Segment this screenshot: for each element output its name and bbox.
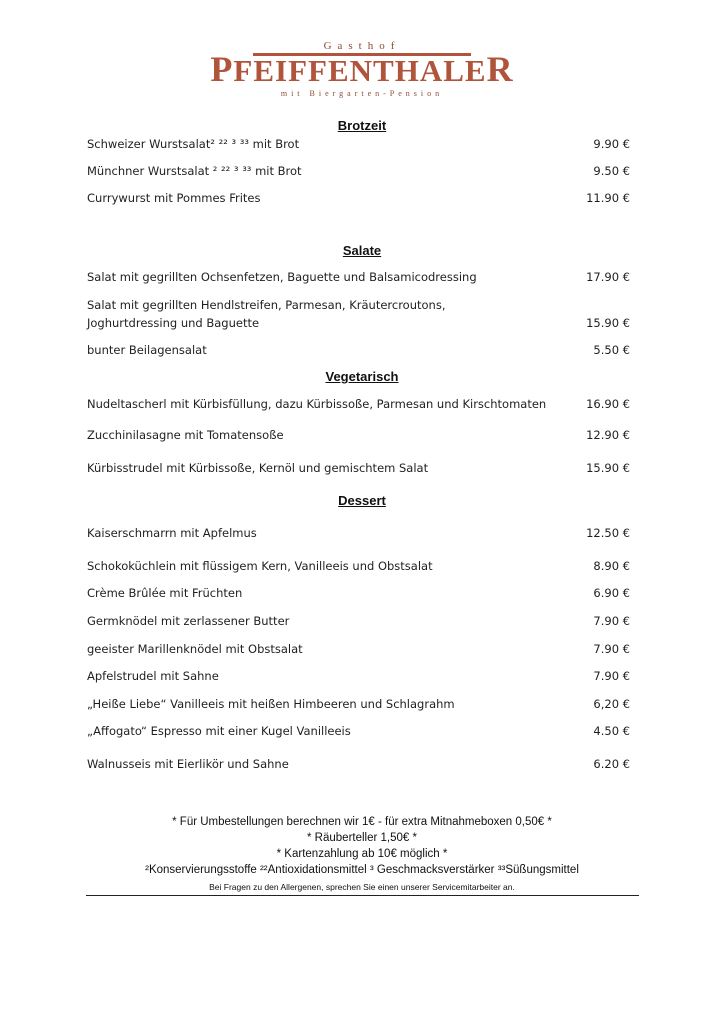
- menu-item: bunter Beilagensalat: [87, 343, 207, 357]
- menu-item: Zucchinilasagne mit Tomatensoße: [87, 428, 284, 442]
- logo-name: [0, 49, 724, 89]
- logo-subtitle: mit Biergarten-Pension: [280, 89, 444, 98]
- menu-price: 6,20 €: [593, 697, 630, 711]
- menu-item: Salat mit gegrillten Ochsenfetzen, Baguette und Balsamicodressing: [87, 270, 477, 284]
- footer-note-reorder: * Für Umbestellungen berechnen wir 1€ - für extra Mitnahmeboxen 0,50€ *: [172, 816, 552, 828]
- menu-price: 7.90 €: [593, 669, 630, 683]
- footer-additives-legend: ²Konservierungsstoffe ²²Antioxidationsmittel ³ Geschmacksverstärker ³³Süßungsmittel: [145, 864, 579, 876]
- menu-item: Apfelstrudel mit Sahne: [87, 669, 219, 683]
- menu-price: 6.90 €: [593, 586, 630, 600]
- menu-price: 8.90 €: [593, 559, 630, 573]
- menu-price: 9.50 €: [593, 164, 630, 178]
- menu-price: 7.90 €: [593, 614, 630, 628]
- section-heading-salate: Salate: [342, 243, 382, 258]
- menu-item: Crème Brûlée mit Früchten: [87, 586, 243, 600]
- menu-price: 16.90 €: [586, 397, 630, 411]
- menu-price: 11.90 €: [586, 191, 630, 205]
- menu-price: 12.50 €: [586, 526, 630, 540]
- menu-item: Kaiserschmarrn mit Apfelmus: [87, 526, 257, 540]
- menu-item: Schokoküchlein mit flüssigem Kern, Vanilleeis und Obstsalat: [87, 559, 433, 573]
- menu-item: „Heiße Liebe“ Vanilleeis mit heißen Himbeeren und Schlagrahm: [87, 697, 455, 711]
- menu-item: Münchner Wurstsalat ² ²² ³ ³³ mit Brot: [87, 164, 302, 178]
- menu-item: Salat mit gegrillten Hendlstreifen, Parmesan, Kräutercroutons,: [87, 298, 446, 312]
- logo-name-p: P: [210, 49, 234, 89]
- menu-price: 7.90 €: [593, 642, 630, 656]
- footer-allergen-note: Bei Fragen zu den Allergenen, sprechen Sie einen unserer Servicemitarbeiter an.: [209, 882, 515, 892]
- footer-note-card-payment: * Kartenzahlung ab 10€ möglich *: [276, 848, 448, 860]
- footer-note-raeuberteller: * Räuberteller 1,50€ *: [307, 832, 417, 844]
- menu-price: 15.90 €: [586, 461, 630, 475]
- menu-price: 6.20 €: [593, 757, 630, 771]
- menu-item: Schweizer Wurstsalat² ²² ³ ³³ mit Brot: [87, 137, 300, 151]
- logo-name-mid: FEIFFENTHALE: [233, 53, 487, 88]
- menu-item-continuation: Joghurtdressing und Baguette: [87, 316, 260, 330]
- menu-item: Kürbisstrudel mit Kürbissoße, Kernöl und gemischtem Salat: [87, 461, 429, 475]
- menu-item: Walnusseis mit Eierlikör und Sahne: [87, 757, 289, 771]
- menu-item: geeister Marillenknödel mit Obstsalat: [87, 642, 303, 656]
- menu-item: „Affogato“ Espresso mit einer Kugel Vanilleeis: [87, 724, 351, 738]
- menu-item: Currywurst mit Pommes Frites: [87, 191, 261, 205]
- menu-price: 4.50 €: [593, 724, 630, 738]
- footer-divider: [86, 895, 639, 896]
- menu-price: 9.90 €: [593, 137, 630, 151]
- menu-price: 17.90 €: [586, 270, 630, 284]
- section-heading-dessert: Dessert: [338, 493, 386, 508]
- logo-gasthof: Gasthof: [323, 40, 401, 52]
- logo-name-r: R: [486, 49, 514, 89]
- section-heading-vegetarisch: Vegetarisch: [325, 369, 399, 384]
- menu-item: Nudeltascherl mit Kürbisfüllung, dazu Kürbissoße, Parmesan und Kirschtomaten: [87, 397, 547, 411]
- menu-price: 15.90 €: [586, 316, 630, 330]
- menu-price: 12.90 €: [586, 428, 630, 442]
- menu-item: Germknödel mit zerlassener Butter: [87, 614, 290, 628]
- menu-price: 5.50 €: [593, 343, 630, 357]
- section-heading-brotzeit: Brotzeit: [337, 118, 387, 133]
